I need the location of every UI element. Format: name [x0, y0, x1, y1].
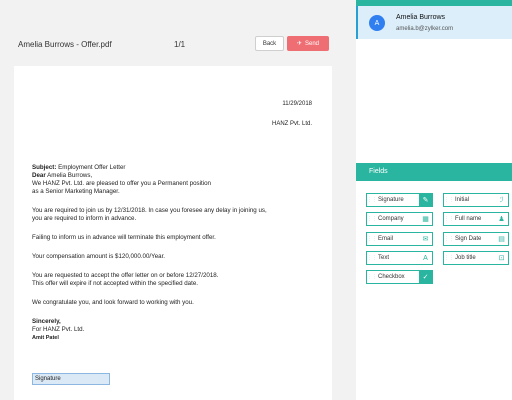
job-title-icon: ⊡ — [495, 252, 508, 264]
person-icon: ♟ — [495, 213, 508, 225]
signature-field[interactable]: Signature — [32, 373, 110, 385]
drag-handle-icon[interactable]: ⋮⋮ — [367, 255, 377, 261]
accept-line-2: This offer will expire if not accepted within the specified date. — [32, 280, 199, 287]
recipient-name: Amelia Burrows — [396, 14, 446, 21]
congrats-line: We congratulate you, and look forward to working with you. — [32, 299, 194, 306]
accept-line-1: You are requested to accept the offer letter on or before 12/27/2018. — [32, 272, 219, 279]
checkbox-icon: ✓ — [419, 271, 432, 283]
closing-name: Amit Patel — [32, 335, 59, 341]
right-panel — [356, 0, 512, 400]
field-initial[interactable]: ⋮⋮ Initial ℐ — [443, 193, 509, 207]
document-name: Amelia Burrows - Offer.pdf — [18, 40, 112, 49]
calendar-icon: ▤ — [495, 233, 508, 245]
join-line-2: you are required to inform in advance. — [32, 215, 137, 222]
field-signature[interactable]: ⋮⋮ Signature ✎ — [366, 193, 433, 207]
drag-handle-icon[interactable]: ⋮⋮ — [444, 255, 454, 261]
email-icon: ✉ — [419, 233, 432, 245]
send-button[interactable] — [287, 36, 329, 51]
recipient-item[interactable] — [356, 6, 512, 39]
document-page — [14, 66, 332, 400]
send-label: Send — [305, 40, 320, 47]
field-text[interactable]: ⋮⋮ Text A — [366, 251, 433, 265]
field-job-title[interactable]: ⋮⋮ Job title ⊡ — [443, 251, 509, 265]
avatar: A — [369, 15, 385, 31]
field-checkbox[interactable]: ⋮⋮ Checkbox ✓ — [366, 270, 433, 284]
field-email[interactable]: ⋮⋮ Email ✉ — [366, 232, 433, 246]
drag-handle-icon[interactable]: ⋮⋮ — [444, 216, 454, 222]
intro-line-1: We HANZ Pvt. Ltd. are pleased to offer you a Permanent position — [32, 180, 211, 187]
drag-handle-icon[interactable]: ⋮⋮ — [367, 236, 377, 242]
drag-handle-icon[interactable]: ⋮⋮ — [367, 197, 377, 203]
salutation: Dear Amelia Burrows, — [32, 172, 93, 179]
fields-header: Fields — [356, 163, 512, 181]
fail-line: Failing to inform us in advance will terminate this employment offer. — [32, 234, 216, 241]
closing-company: For HANZ Pvt. Ltd. — [32, 326, 85, 333]
drag-handle-icon[interactable]: ⋮⋮ — [444, 197, 454, 203]
text-icon: A — [419, 252, 432, 264]
field-company[interactable]: ⋮⋮ Company ▦ — [366, 212, 433, 226]
closing: Sincerely, — [32, 318, 61, 325]
drag-handle-icon[interactable]: ⋮⋮ — [367, 216, 377, 222]
letter-company: HANZ Pvt. Ltd. — [271, 121, 312, 127]
drag-handle-icon[interactable]: ⋮⋮ — [367, 274, 377, 280]
letter-date: 11/29/2018 — [282, 101, 312, 107]
intro-line-2: as a Senior Marketing Manager. — [32, 188, 120, 195]
building-icon: ▦ — [419, 213, 432, 225]
pen-icon: ✎ — [419, 194, 432, 206]
field-full-name[interactable]: ⋮⋮ Full name ♟ — [443, 212, 509, 226]
subject-line: Subject: Employment Offer Letter — [32, 164, 126, 171]
letter-body — [32, 164, 324, 342]
document-toolbar — [0, 0, 348, 56]
field-sign-date[interactable]: ⋮⋮ Sign Date ▤ — [443, 232, 509, 246]
compensation-line: Your compensation amount is $120,000.00/Year. — [32, 253, 166, 260]
recipient-email: amelia.b@zylker.com — [396, 26, 454, 32]
join-line-1: You are required to join us by 12/31/2018. In case you foresee any delay in joining us, — [32, 207, 267, 214]
back-button[interactable]: Back — [255, 36, 284, 51]
initial-icon: ℐ — [495, 194, 508, 206]
page-count: 1/1 — [174, 40, 186, 49]
send-icon: ✈ — [296, 41, 302, 47]
drag-handle-icon[interactable]: ⋮⋮ — [444, 236, 454, 242]
